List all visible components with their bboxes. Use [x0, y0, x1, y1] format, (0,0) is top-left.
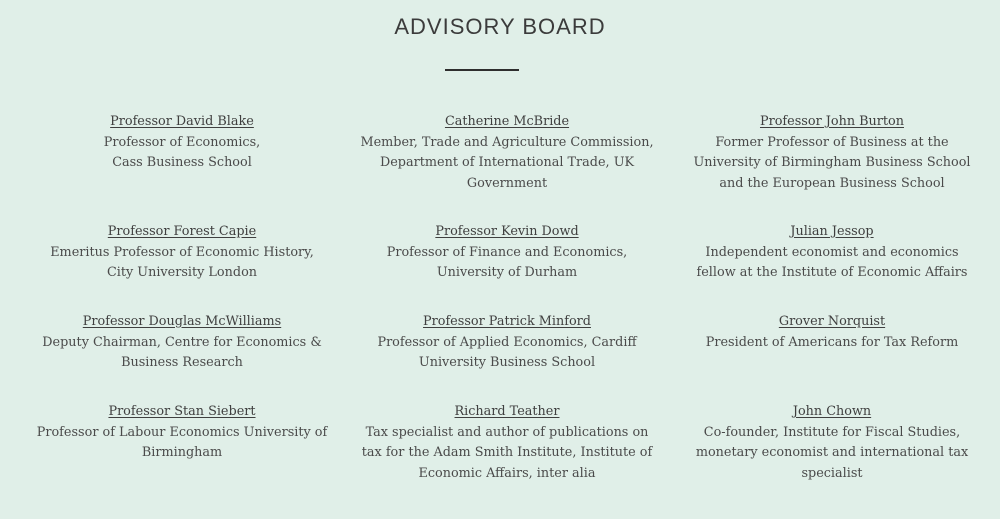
member-role: Emeritus Professor of Economic History, City University London	[50, 244, 314, 280]
members-row	[32, 222, 982, 312]
member-card	[357, 222, 657, 312]
member-name-link[interactable]: Richard Teather	[454, 404, 560, 419]
member-card	[357, 112, 657, 222]
member-name-link[interactable]: Professor Kevin Dowd	[435, 224, 579, 239]
member-role: Independent economist and economics fellow at the Institute of Economic Affairs	[696, 244, 968, 280]
member-name-link[interactable]: John Chown	[792, 404, 872, 419]
member-card	[357, 312, 657, 402]
member-name-link[interactable]: Julian Jessop	[790, 224, 874, 239]
member-role: Professor of Labour Economics University of Birmingham	[36, 424, 328, 460]
member-card	[682, 402, 982, 492]
members-grid	[32, 112, 982, 492]
member-name-link[interactable]: Professor Forest Capie	[107, 224, 257, 239]
member-name-link[interactable]: Professor Patrick Minford	[423, 314, 591, 329]
member-card	[32, 312, 332, 402]
member-role: Professor of Finance and Economics, University of Durham	[386, 244, 628, 280]
member-name-link[interactable]: Professor David Blake	[110, 114, 254, 129]
member-card	[32, 112, 332, 222]
member-role: Professor of Applied Economics, Cardiff University Business School	[377, 334, 637, 370]
members-row	[32, 402, 982, 492]
member-role: Former Professor of Business at the University of Birmingham Business School and the European Business School	[693, 134, 971, 191]
member-card	[32, 402, 332, 492]
member-name-link[interactable]: Professor Stan Siebert	[108, 404, 256, 419]
members-row	[32, 112, 982, 222]
member-card	[682, 312, 982, 402]
member-name-link[interactable]: Professor Douglas McWilliams	[82, 314, 282, 329]
member-card	[357, 402, 657, 492]
member-role: Co-founder, Institute for Fiscal Studies, monetary economist and international tax specialist	[695, 424, 969, 481]
member-card	[682, 222, 982, 312]
member-role: Deputy Chairman, Centre for Economics & Business Research	[42, 334, 322, 370]
member-card	[32, 222, 332, 312]
member-card	[682, 112, 982, 222]
member-role: Professor of Economics, Cass Business School	[103, 134, 261, 170]
member-role: Member, Trade and Agriculture Commission, Department of International Trade, UK Government	[360, 134, 654, 191]
page-title: ADVISORY BOARD	[394, 14, 606, 39]
member-name-link[interactable]: Professor John Burton	[759, 114, 904, 129]
title-divider	[445, 69, 519, 71]
member-name-link[interactable]: Grover Norquist	[778, 314, 886, 329]
member-role: Tax specialist and author of publications on tax for the Adam Smith Institute, Institute of Economic Affairs, inter alia	[361, 424, 653, 481]
member-role: President of Americans for Tax Reform	[705, 334, 959, 350]
members-row	[32, 312, 982, 402]
member-name-link[interactable]: Catherine McBride	[444, 114, 570, 129]
